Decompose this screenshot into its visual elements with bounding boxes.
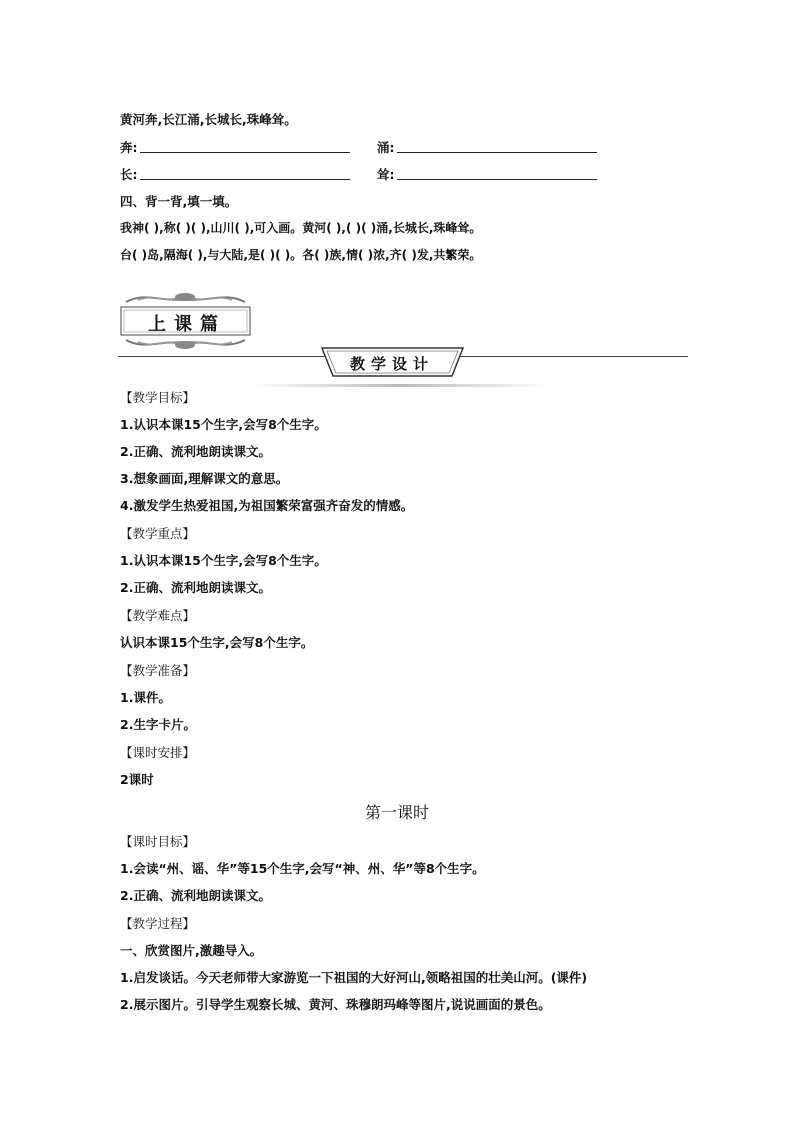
prep-header: 【教学准备】 — [120, 663, 196, 678]
process-step: 一、欣赏图片,激趣导入。 — [120, 943, 263, 958]
prep-item: 2.生字卡片。 — [120, 717, 196, 732]
section4-heading: 四、背一背,填一填。 — [120, 194, 238, 209]
process-header: 【教学过程】 — [120, 916, 196, 931]
tab-shadow — [250, 384, 550, 387]
goal-item: 1.认识本课15个生字,会写8个生字。 — [120, 417, 327, 432]
prep-item: 1.课件。 — [120, 690, 171, 705]
fill-field-yong[interactable] — [397, 138, 597, 153]
fill-field-chang[interactable] — [140, 165, 350, 180]
fill-field-ben[interactable] — [140, 138, 350, 153]
intro-line: 黄河奔,长江涌,长城长,珠峰耸。 — [120, 112, 297, 127]
section4-line1: 我神( ),称( )( ),山川( ),可入画。黄河( ),( )( )涌,长城长,珠峰耸。 — [120, 221, 482, 235]
process-item: 1.启发谈话。今天老师带大家游览一下祖国的大好河山,领略祖国的壮美山河。(课件) — [120, 970, 588, 985]
process-item: 2.展示图片。引导学生观察长城、黄河、珠穆朗玛峰等图片,说说画面的景色。 — [120, 997, 551, 1012]
lesson-goal-item: 1.会读“州、谣、华”等15个生字,会写“神、州、华”等8个生字。 — [120, 861, 485, 876]
goal-item: 2.正确、流利地朗读课文。 — [120, 444, 271, 459]
fill-field-song[interactable] — [397, 165, 597, 180]
fill-label-song: 耸: — [377, 167, 395, 182]
section4-line2: 台( )岛,隔海( ),与大陆,是( )( )。各( )族,情( )浓,齐( )发,共繁荣。 — [120, 248, 482, 262]
lesson-title: 第一课时 — [364, 803, 429, 822]
schedule-text: 2课时 — [120, 772, 154, 787]
design-tab — [320, 346, 465, 378]
fill-label-yong: 涌: — [377, 140, 395, 155]
key-header: 【教学重点】 — [120, 526, 196, 541]
difficulty-text: 认识本课15个生字,会写8个生字。 — [120, 635, 314, 650]
lesson-banner-label: 上课篇 — [148, 314, 226, 335]
design-tab-label: 教学设计 — [350, 355, 435, 373]
lesson-banner — [118, 290, 253, 352]
key-item: 1.认识本课15个生字,会写8个生字。 — [120, 553, 327, 568]
lesson-goals-header: 【课时目标】 — [120, 834, 196, 849]
difficulty-header: 【教学难点】 — [120, 608, 196, 623]
goal-item: 4.激发学生热爱祖国,为祖国繁荣富强齐奋发的情感。 — [120, 498, 414, 513]
fill-label-chang: 长: — [120, 167, 138, 182]
lesson-goal-item: 2.正确、流利地朗读课文。 — [120, 888, 271, 903]
goals-header: 【教学目标】 — [120, 390, 196, 405]
key-item: 2.正确、流利地朗读课文。 — [120, 580, 271, 595]
fill-label-ben: 奔: — [120, 140, 138, 155]
schedule-header: 【课时安排】 — [120, 745, 196, 760]
goal-item: 3.想象画面,理解课文的意思。 — [120, 471, 289, 486]
